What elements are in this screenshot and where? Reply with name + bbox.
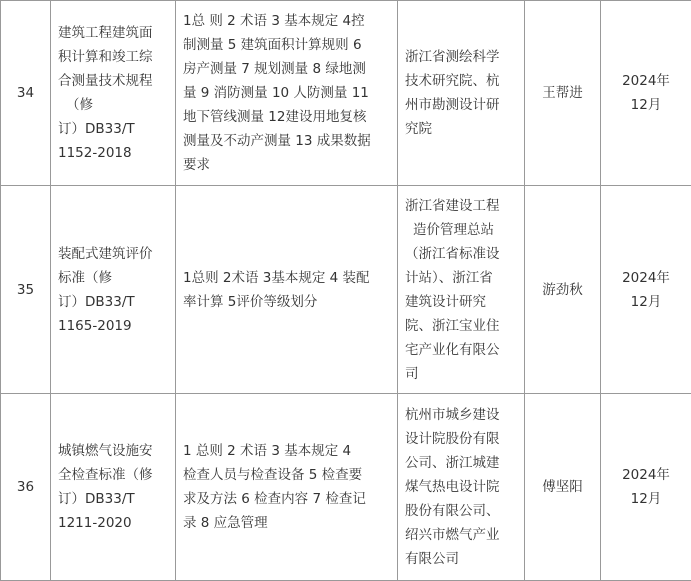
standard-name-line: 1152-2018 xyxy=(58,141,168,165)
content-cell xyxy=(176,186,398,394)
content-line: 求及方法 6 检查内容 7 检查记 xyxy=(183,487,390,511)
content-line: 1总则 2术语 3基本规定 4 装配 xyxy=(183,266,390,290)
content-line: 量 9 消防测量 10 人防测量 11 xyxy=(183,81,390,105)
standard-name-cell xyxy=(51,1,176,186)
date-line: 12月 xyxy=(605,487,687,511)
date-cell xyxy=(601,394,691,581)
standard-name-cell xyxy=(51,394,176,581)
standard-name-line: 积计算和竣工综 xyxy=(58,45,168,69)
unit-line: 浙江省测绘科学 xyxy=(405,45,517,69)
unit-line: 公司、浙江城建 xyxy=(405,451,517,475)
row-number: 36 xyxy=(1,394,51,581)
date-line: 12月 xyxy=(605,290,687,314)
content-line: 制测量 5 建筑面积计算规则 6 xyxy=(183,33,390,57)
standard-name-cell xyxy=(51,186,176,394)
standard-name-line: 建筑工程建筑面 xyxy=(58,21,168,45)
unit-line: 技术研究院、杭 xyxy=(405,69,517,93)
date-line: 12月 xyxy=(605,93,687,117)
standard-name-line: 城镇燃气设施安 xyxy=(58,439,168,463)
date-cell xyxy=(601,186,691,394)
standard-name-line: 订）DB33/T xyxy=(58,290,168,314)
standard-name-line: 合测量技术规程 xyxy=(58,69,168,93)
content-line: 1 总则 2 术语 3 基本规定 4 xyxy=(183,439,390,463)
unit-cell xyxy=(398,1,525,186)
content-line: 率计算 5评价等级划分 xyxy=(183,290,390,314)
standard-name-line: 全检查标准（修 xyxy=(58,463,168,487)
standard-name-line: 装配式建筑评价 xyxy=(58,242,168,266)
unit-cell xyxy=(398,394,525,581)
unit-line: 院、浙江宝业住 xyxy=(405,314,517,338)
standard-name-line: 订）DB33/T xyxy=(58,117,168,141)
row-number: 34 xyxy=(1,1,51,186)
unit-line: 计站）、浙江省 xyxy=(405,266,517,290)
unit-cell xyxy=(398,186,525,394)
unit-line: 有限公司 xyxy=(405,547,517,571)
standard-name-line: 1211-2020 xyxy=(58,511,168,535)
content-line: 要求 xyxy=(183,153,390,177)
content-line: 检查人员与检查设备 5 检查要 xyxy=(183,463,390,487)
content-line: 录 8 应急管理 xyxy=(183,511,390,535)
content-line: 测量及不动产测量 13 成果数据 xyxy=(183,129,390,153)
unit-line: 股份有限公司、 xyxy=(405,499,517,523)
table-row xyxy=(1,186,691,394)
row-number: 35 xyxy=(1,186,51,394)
content-line: 地下管线测量 12建设用地复核 xyxy=(183,105,390,129)
person-cell: 傅坚阳 xyxy=(525,394,601,581)
person-cell: 游劲秋 xyxy=(525,186,601,394)
unit-line: 煤气热电设计院 xyxy=(405,475,517,499)
unit-line: 究院 xyxy=(405,117,517,141)
table-row xyxy=(1,1,691,186)
unit-line: 建筑设计研究 xyxy=(405,290,517,314)
standard-name-line: （修 xyxy=(58,93,168,117)
unit-line: （浙江省标准设 xyxy=(405,242,517,266)
standard-name-line: 标准（修 xyxy=(58,266,168,290)
unit-line: 造价管理总站 xyxy=(405,218,517,242)
standard-name-line: 订）DB33/T xyxy=(58,487,168,511)
unit-line: 司 xyxy=(405,362,517,386)
unit-line: 设计院股份有限 xyxy=(405,427,517,451)
unit-line: 浙江省建设工程 xyxy=(405,194,517,218)
unit-line: 绍兴市燃气产业 xyxy=(405,523,517,547)
date-line: 2024年 xyxy=(605,463,687,487)
unit-line: 宅产业化有限公 xyxy=(405,338,517,362)
content-line: 房产测量 7 规划测量 8 绿地测 xyxy=(183,57,390,81)
standard-name-line: 1165-2019 xyxy=(58,314,168,338)
person-cell: 王帮进 xyxy=(525,1,601,186)
date-line: 2024年 xyxy=(605,266,687,290)
content-line: 1总 则 2 术语 3 基本规定 4控 xyxy=(183,9,390,33)
unit-line: 州市勘测设计研 xyxy=(405,93,517,117)
date-cell xyxy=(601,1,691,186)
content-cell xyxy=(176,1,398,186)
unit-line: 杭州市城乡建设 xyxy=(405,403,517,427)
date-line: 2024年 xyxy=(605,69,687,93)
content-cell xyxy=(176,394,398,581)
table-row xyxy=(1,394,691,581)
